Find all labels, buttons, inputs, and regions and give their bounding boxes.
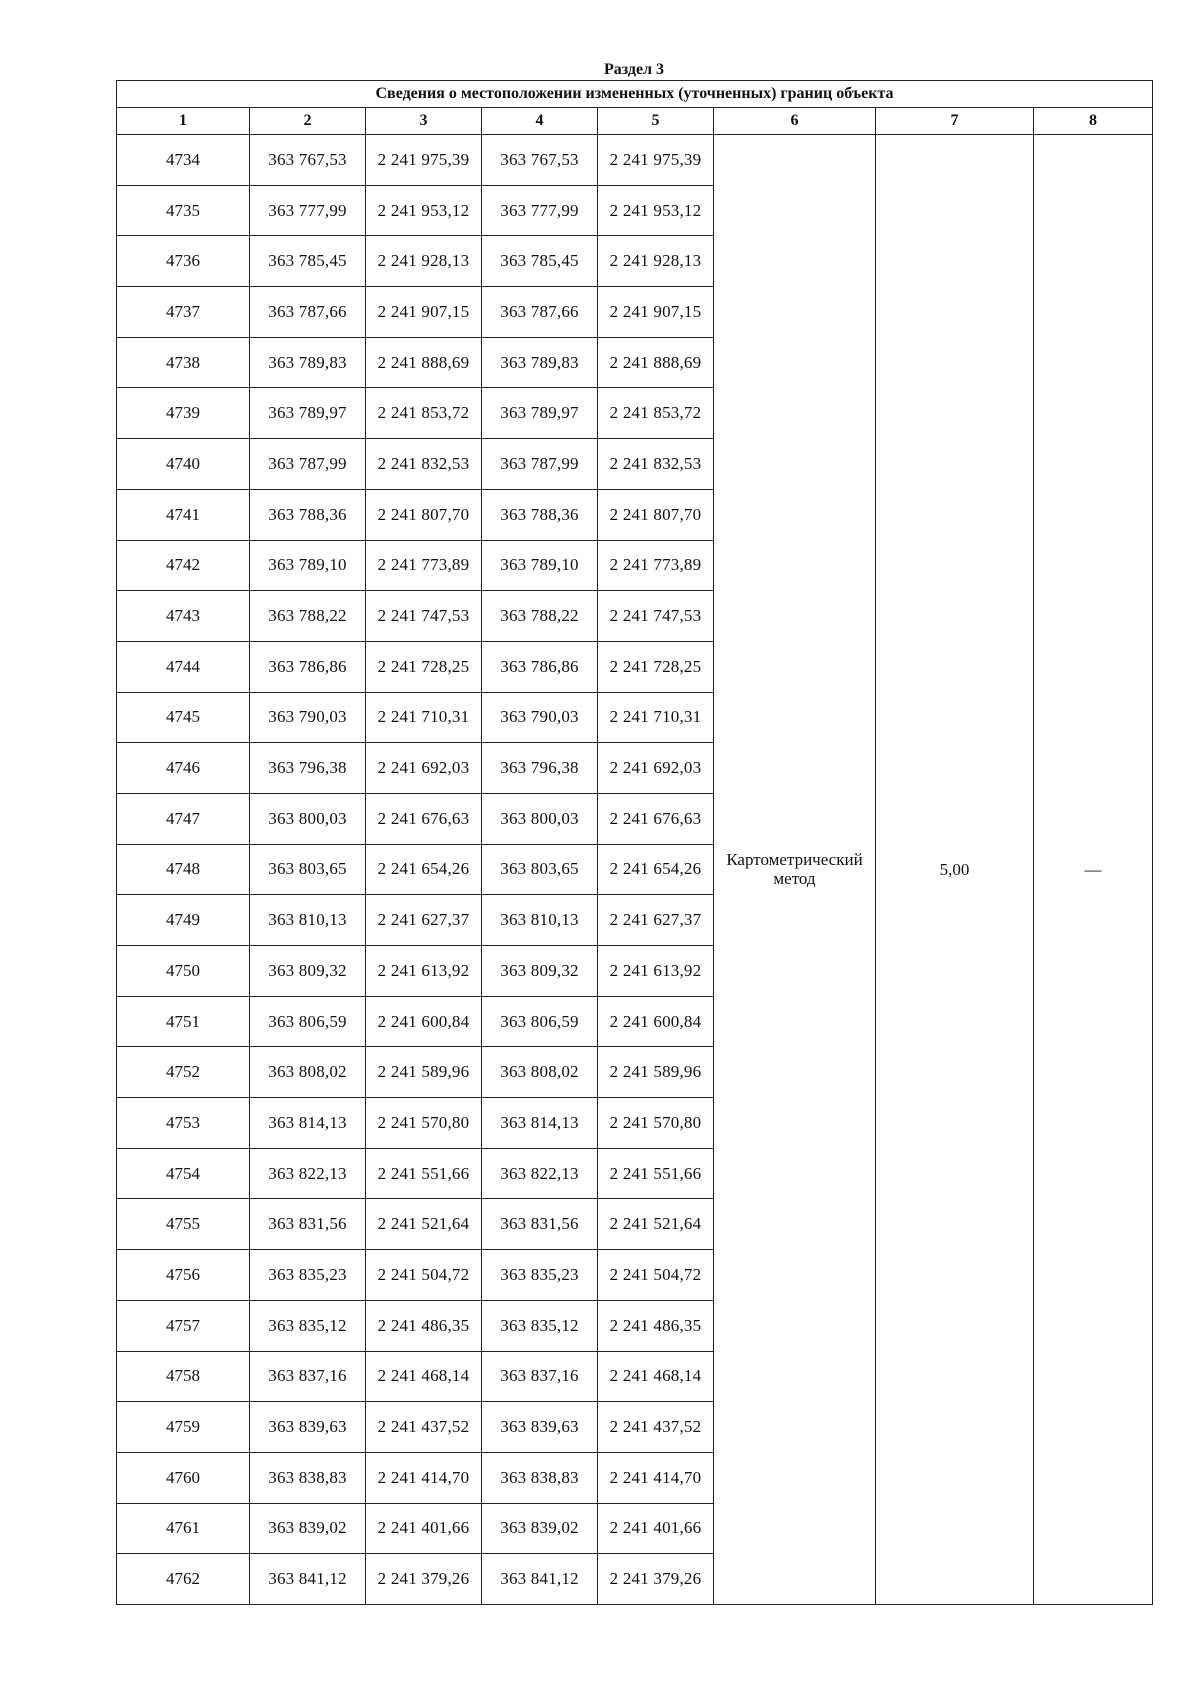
y-new-cell: 2 241 613,92 [598, 946, 714, 997]
y-new-cell: 2 241 437,52 [598, 1402, 714, 1453]
point-number-cell: 4746 [117, 743, 250, 794]
y-new-cell: 2 241 521,64 [598, 1199, 714, 1250]
y-existing-cell: 2 241 654,26 [366, 844, 482, 895]
x-existing-cell: 363 777,99 [250, 185, 366, 236]
x-existing-cell: 363 808,02 [250, 1047, 366, 1098]
x-new-cell: 363 787,66 [482, 287, 598, 338]
y-existing-cell: 2 241 401,66 [366, 1503, 482, 1554]
x-existing-cell: 363 796,38 [250, 743, 366, 794]
column-header-row [117, 108, 1153, 135]
y-new-cell: 2 241 401,66 [598, 1503, 714, 1554]
x-existing-cell: 363 788,22 [250, 591, 366, 642]
y-existing-cell: 2 241 589,96 [366, 1047, 482, 1098]
y-new-cell: 2 241 832,53 [598, 439, 714, 490]
y-new-cell: 2 241 773,89 [598, 540, 714, 591]
x-new-cell: 363 790,03 [482, 692, 598, 743]
y-existing-cell: 2 241 414,70 [366, 1452, 482, 1503]
point-number-cell: 4740 [117, 439, 250, 490]
x-existing-cell: 363 839,63 [250, 1402, 366, 1453]
x-new-cell: 363 810,13 [482, 895, 598, 946]
y-existing-cell: 2 241 888,69 [366, 337, 482, 388]
point-number-cell: 4759 [117, 1402, 250, 1453]
point-number-cell: 4756 [117, 1250, 250, 1301]
x-existing-cell: 363 839,02 [250, 1503, 366, 1554]
y-existing-cell: 2 241 710,31 [366, 692, 482, 743]
x-existing-cell: 363 803,65 [250, 844, 366, 895]
accuracy-cell: 5,00 [876, 135, 1034, 1605]
point-number-cell: 4747 [117, 793, 250, 844]
x-new-cell: 363 787,99 [482, 439, 598, 490]
y-new-cell: 2 241 853,72 [598, 388, 714, 439]
x-new-cell: 363 806,59 [482, 996, 598, 1047]
table-row [117, 135, 1153, 186]
method-line: Картометрический [726, 850, 863, 870]
x-new-cell: 363 777,99 [482, 185, 598, 236]
point-number-cell: 4738 [117, 337, 250, 388]
point-number-cell: 4750 [117, 946, 250, 997]
y-existing-cell: 2 241 613,92 [366, 946, 482, 997]
x-existing-cell: 363 767,53 [250, 135, 366, 186]
y-existing-cell: 2 241 570,80 [366, 1098, 482, 1149]
column-header: 7 [876, 108, 1034, 135]
x-new-cell: 363 822,13 [482, 1148, 598, 1199]
point-number-cell: 4748 [117, 844, 250, 895]
y-existing-cell: 2 241 728,25 [366, 641, 482, 692]
y-existing-cell: 2 241 551,66 [366, 1148, 482, 1199]
x-existing-cell: 363 790,03 [250, 692, 366, 743]
y-existing-cell: 2 241 832,53 [366, 439, 482, 490]
x-existing-cell: 363 785,45 [250, 236, 366, 287]
point-number-cell: 4758 [117, 1351, 250, 1402]
column-header: 2 [250, 108, 366, 135]
method-cell [714, 135, 876, 1605]
x-existing-cell: 363 841,12 [250, 1554, 366, 1605]
y-existing-cell: 2 241 975,39 [366, 135, 482, 186]
point-number-cell: 4762 [117, 1554, 250, 1605]
point-number-cell: 4742 [117, 540, 250, 591]
y-existing-cell: 2 241 953,12 [366, 185, 482, 236]
x-new-cell: 363 803,65 [482, 844, 598, 895]
x-new-cell: 363 831,56 [482, 1199, 598, 1250]
y-existing-cell: 2 241 907,15 [366, 287, 482, 338]
y-new-cell: 2 241 692,03 [598, 743, 714, 794]
y-new-cell: 2 241 888,69 [598, 337, 714, 388]
point-number-cell: 4757 [117, 1300, 250, 1351]
point-number-cell: 4734 [117, 135, 250, 186]
point-number-cell: 4741 [117, 489, 250, 540]
y-new-cell: 2 241 600,84 [598, 996, 714, 1047]
x-existing-cell: 363 835,23 [250, 1250, 366, 1301]
x-new-cell: 363 835,12 [482, 1300, 598, 1351]
x-new-cell: 363 800,03 [482, 793, 598, 844]
coordinates-table [116, 80, 1153, 1605]
x-new-cell: 363 789,83 [482, 337, 598, 388]
x-new-cell: 363 839,02 [482, 1503, 598, 1554]
point-number-cell: 4745 [117, 692, 250, 743]
point-number-cell: 4752 [117, 1047, 250, 1098]
y-existing-cell: 2 241 504,72 [366, 1250, 482, 1301]
y-new-cell: 2 241 654,26 [598, 844, 714, 895]
point-number-cell: 4755 [117, 1199, 250, 1250]
section-title: Раздел 3 [603, 61, 665, 78]
y-existing-cell: 2 241 379,26 [366, 1554, 482, 1605]
y-existing-cell: 2 241 627,37 [366, 895, 482, 946]
x-new-cell: 363 837,16 [482, 1351, 598, 1402]
y-new-cell: 2 241 710,31 [598, 692, 714, 743]
y-existing-cell: 2 241 521,64 [366, 1199, 482, 1250]
y-new-cell: 2 241 676,63 [598, 793, 714, 844]
y-new-cell: 2 241 589,96 [598, 1047, 714, 1098]
point-number-cell: 4754 [117, 1148, 250, 1199]
x-existing-cell: 363 789,10 [250, 540, 366, 591]
x-existing-cell: 363 786,86 [250, 641, 366, 692]
y-new-cell: 2 241 379,26 [598, 1554, 714, 1605]
y-new-cell: 2 241 504,72 [598, 1250, 714, 1301]
x-existing-cell: 363 787,66 [250, 287, 366, 338]
column-header: 6 [714, 108, 876, 135]
y-existing-cell: 2 241 468,14 [366, 1351, 482, 1402]
x-new-cell: 363 789,10 [482, 540, 598, 591]
point-number-cell: 4736 [117, 236, 250, 287]
x-new-cell: 363 785,45 [482, 236, 598, 287]
point-number-cell: 4749 [117, 895, 250, 946]
y-new-cell: 2 241 747,53 [598, 591, 714, 642]
x-new-cell: 363 814,13 [482, 1098, 598, 1149]
y-new-cell: 2 241 907,15 [598, 287, 714, 338]
y-new-cell: 2 241 486,35 [598, 1300, 714, 1351]
y-existing-cell: 2 241 853,72 [366, 388, 482, 439]
method-line: метод [773, 869, 816, 889]
y-new-cell: 2 241 953,12 [598, 185, 714, 236]
x-new-cell: 363 809,32 [482, 946, 598, 997]
y-new-cell: 2 241 975,39 [598, 135, 714, 186]
x-existing-cell: 363 835,12 [250, 1300, 366, 1351]
table-caption: Сведения о местоположении измененных (уточненных) границ объекта [117, 81, 1153, 108]
table-body [117, 135, 1153, 1605]
point-number-cell: 4760 [117, 1452, 250, 1503]
x-existing-cell: 363 789,97 [250, 388, 366, 439]
y-new-cell: 2 241 807,70 [598, 489, 714, 540]
column-header: 8 [1034, 108, 1153, 135]
x-new-cell: 363 838,83 [482, 1452, 598, 1503]
x-existing-cell: 363 838,83 [250, 1452, 366, 1503]
y-existing-cell: 2 241 928,13 [366, 236, 482, 287]
x-existing-cell: 363 788,36 [250, 489, 366, 540]
x-new-cell: 363 788,22 [482, 591, 598, 642]
y-new-cell: 2 241 551,66 [598, 1148, 714, 1199]
x-new-cell: 363 808,02 [482, 1047, 598, 1098]
point-number-cell: 4753 [117, 1098, 250, 1149]
x-new-cell: 363 839,63 [482, 1402, 598, 1453]
x-existing-cell: 363 822,13 [250, 1148, 366, 1199]
y-existing-cell: 2 241 773,89 [366, 540, 482, 591]
y-new-cell: 2 241 928,13 [598, 236, 714, 287]
y-new-cell: 2 241 728,25 [598, 641, 714, 692]
point-number-cell: 4751 [117, 996, 250, 1047]
x-existing-cell: 363 809,32 [250, 946, 366, 997]
y-existing-cell: 2 241 600,84 [366, 996, 482, 1047]
y-new-cell: 2 241 627,37 [598, 895, 714, 946]
y-existing-cell: 2 241 486,35 [366, 1300, 482, 1351]
x-existing-cell: 363 837,16 [250, 1351, 366, 1402]
x-new-cell: 363 767,53 [482, 135, 598, 186]
y-new-cell: 2 241 570,80 [598, 1098, 714, 1149]
x-existing-cell: 363 814,13 [250, 1098, 366, 1149]
x-existing-cell: 363 789,83 [250, 337, 366, 388]
x-existing-cell: 363 806,59 [250, 996, 366, 1047]
point-number-cell: 4739 [117, 388, 250, 439]
x-existing-cell: 363 810,13 [250, 895, 366, 946]
point-number-cell: 4744 [117, 641, 250, 692]
column8-cell: — [1034, 135, 1153, 1605]
x-existing-cell: 363 831,56 [250, 1199, 366, 1250]
column-header: 4 [482, 108, 598, 135]
point-number-cell: 4735 [117, 185, 250, 236]
y-new-cell: 2 241 468,14 [598, 1351, 714, 1402]
x-new-cell: 363 786,86 [482, 641, 598, 692]
y-new-cell: 2 241 414,70 [598, 1452, 714, 1503]
x-existing-cell: 363 787,99 [250, 439, 366, 490]
x-new-cell: 363 841,12 [482, 1554, 598, 1605]
column-header: 5 [598, 108, 714, 135]
y-existing-cell: 2 241 437,52 [366, 1402, 482, 1453]
point-number-cell: 4737 [117, 287, 250, 338]
x-existing-cell: 363 800,03 [250, 793, 366, 844]
column-header: 3 [366, 108, 482, 135]
column-header: 1 [117, 108, 250, 135]
y-existing-cell: 2 241 747,53 [366, 591, 482, 642]
x-new-cell: 363 796,38 [482, 743, 598, 794]
point-number-cell: 4743 [117, 591, 250, 642]
x-new-cell: 363 789,97 [482, 388, 598, 439]
y-existing-cell: 2 241 807,70 [366, 489, 482, 540]
point-number-cell: 4761 [117, 1503, 250, 1554]
x-new-cell: 363 835,23 [482, 1250, 598, 1301]
y-existing-cell: 2 241 692,03 [366, 743, 482, 794]
y-existing-cell: 2 241 676,63 [366, 793, 482, 844]
x-new-cell: 363 788,36 [482, 489, 598, 540]
